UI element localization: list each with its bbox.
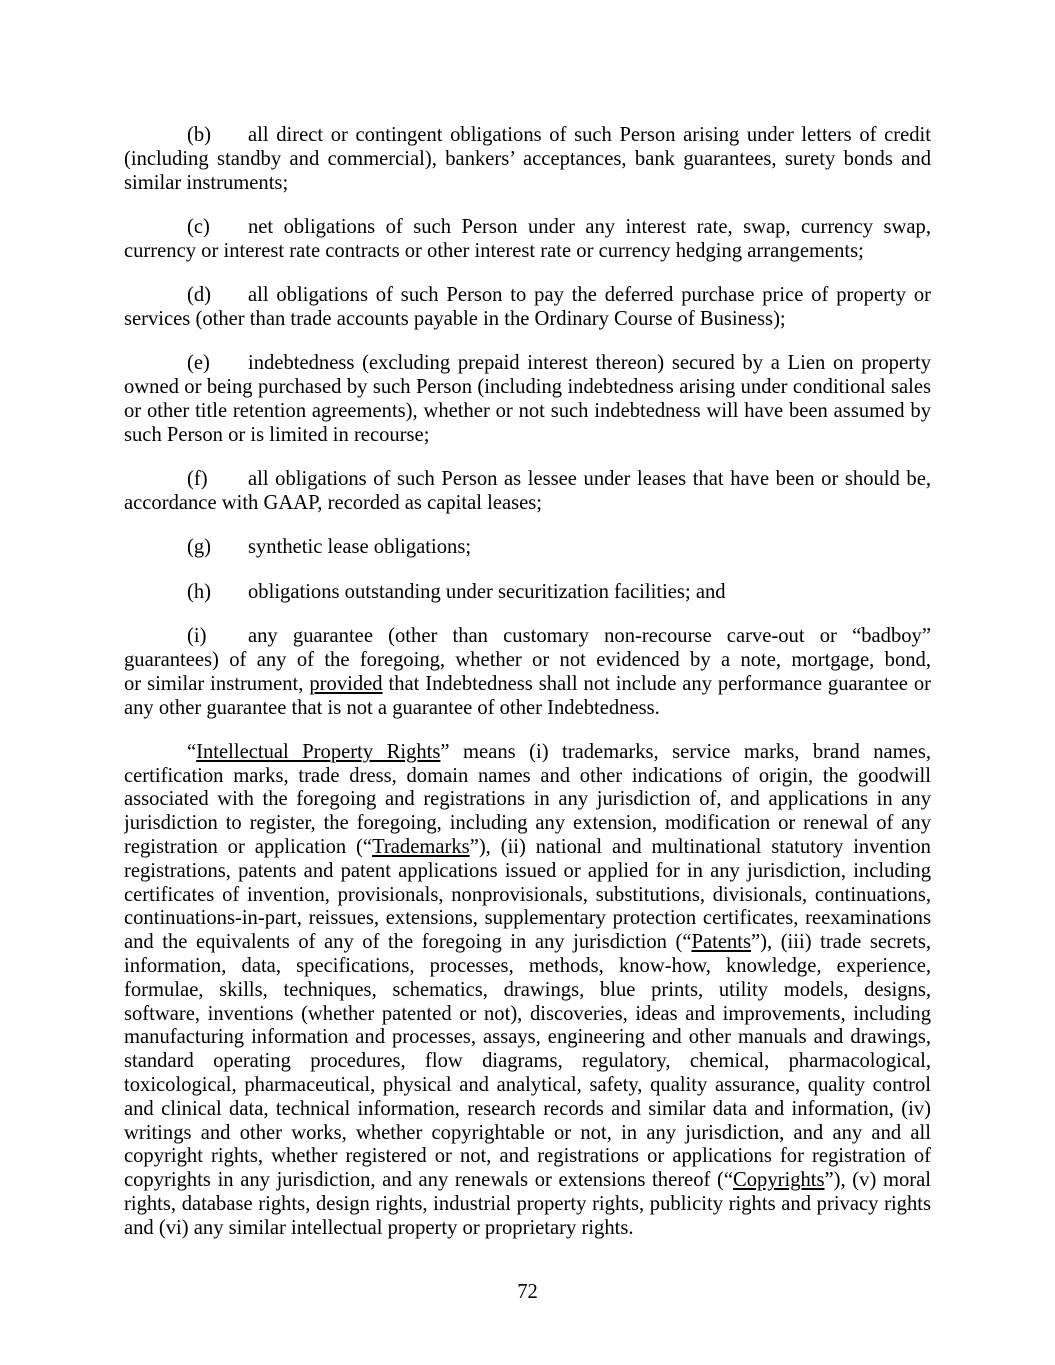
paragraph	[124, 352, 931, 447]
line-text: and the equivalents of any of the foregoing in any jurisdiction (“	[124, 931, 692, 954]
line-text: ”), (v) moral	[824, 1169, 931, 1192]
defined-term: provided	[309, 672, 383, 695]
text-line	[124, 424, 931, 448]
text-line	[124, 1145, 931, 1169]
line-text: copyrights in any jurisdiction, and any renewals or extensions thereof (“	[124, 1169, 733, 1192]
text-line	[124, 836, 931, 860]
line-text: that Indebtedness shall not include any performance guarantee or	[382, 672, 931, 695]
text-line	[124, 979, 931, 1003]
paragraph	[124, 581, 931, 605]
line-text: or other title retention agreements), whether or not such indebtedness will have been assumed by	[124, 399, 931, 422]
line-text: owned or being purchased by such Person (including indebtedness arising under conditional sales	[124, 376, 931, 399]
defined-term: Patents	[691, 931, 751, 954]
line-text: toxicological, pharmaceutical, physical and analytical, safety, quality assurance, quality control	[124, 1074, 931, 1097]
line-text: ”), (ii) national and multinational statutory invention	[469, 836, 931, 859]
paragraph	[124, 284, 931, 332]
text-line	[124, 765, 931, 789]
paragraph-first-line	[124, 468, 931, 492]
paragraph	[124, 741, 931, 1241]
line-content	[248, 625, 931, 649]
text-line	[124, 1217, 931, 1241]
enumeration-label: (b)	[187, 124, 212, 146]
paragraph-first-line	[124, 625, 931, 649]
line-text: continuations-in-part, reissues, extensions, supplementary protection certificates, reexaminations	[124, 907, 931, 930]
text-line	[124, 884, 931, 908]
line-text: and clinical data, technical information, research records and similar data and information, (iv)	[124, 1097, 931, 1120]
text-line	[124, 148, 931, 172]
line-text: such Person or is limited in recourse;	[124, 423, 430, 446]
text-line	[124, 492, 931, 516]
line-text: standard operating procedures, flow diagrams, regulatory, chemical, pharmacological,	[124, 1050, 931, 1073]
enumeration-label: (h)	[187, 580, 212, 603]
line-text: ”), (iii) trade secrets,	[751, 931, 931, 954]
paragraph-first-line	[124, 216, 931, 240]
text-line	[124, 400, 931, 424]
paragraph	[124, 536, 931, 560]
line-text: formulae, skills, techniques, schematics, drawings, blue prints, utility models, designs,	[124, 978, 931, 1001]
paragraph	[124, 216, 931, 264]
text-line	[124, 673, 931, 697]
enumeration-label: (d)	[187, 284, 212, 307]
enumeration-label: (g)	[187, 536, 212, 559]
paragraph-first-line	[124, 352, 931, 376]
text-line	[124, 812, 931, 836]
text-line	[124, 1098, 931, 1122]
text-line	[124, 649, 931, 673]
defined-term: Trademarks	[372, 836, 470, 859]
text-line	[124, 376, 931, 400]
paragraph-first-line	[124, 581, 931, 605]
page-number: 72	[517, 1281, 538, 1303]
line-text: certificates of invention, provisionals, nonprovisionals, substitutions, divisionals, continuations,	[124, 883, 931, 906]
enumeration-label: (c)	[187, 215, 210, 238]
line-text: similar instruments;	[124, 171, 289, 194]
document-body	[124, 124, 931, 1261]
line-content	[248, 581, 931, 605]
line-text: associated with the foregoing and registrations in any jurisdiction of, and applications in any	[124, 788, 931, 811]
line-text: synthetic lease obligations;	[248, 536, 472, 559]
text-line	[124, 697, 931, 721]
line-content	[248, 284, 931, 308]
line-content	[248, 468, 931, 492]
line-content	[248, 352, 931, 376]
line-text: all obligations of such Person to pay the deferred purchase price of property or	[248, 284, 931, 307]
line-text: software, inventions (whether patented or not), discoveries, ideas and improvements, including	[124, 1002, 931, 1025]
line-text: services (other than trade accounts payable in the Ordinary Course of Business);	[124, 307, 786, 330]
line-text: registration or application (“	[124, 836, 373, 859]
line-content	[248, 124, 931, 148]
line-text: or similar instrument,	[124, 672, 310, 695]
text-line	[124, 931, 931, 955]
line-text: information, data, specifications, processes, methods, know-how, knowledge, experience,	[124, 955, 931, 978]
defined-term: Copyrights	[732, 1169, 825, 1192]
enumeration-label: (i)	[187, 625, 207, 648]
enumeration-label: (f)	[187, 468, 208, 491]
text-line	[124, 172, 931, 196]
line-text: manufacturing information and processes, assays, engineering and other manuals and drawings,	[124, 1026, 931, 1049]
line-text: writings and other works, whether copyrightable or not, in any jurisdiction, and any and all	[124, 1121, 931, 1144]
text-line	[124, 741, 931, 765]
text-line	[124, 955, 931, 979]
text-line	[124, 1050, 931, 1074]
line-text: ” means (i) trademarks, service marks, brand names,	[440, 740, 931, 763]
line-text: certification marks, trade dress, domain names and other indications of origin, the goodwill	[124, 764, 931, 787]
text-line	[124, 1169, 931, 1193]
line-text: jurisdiction to register, the foregoing, including any extension, modification or renewal of any	[124, 812, 931, 835]
text-line	[124, 1003, 931, 1027]
text-line	[124, 860, 931, 884]
line-text: all obligations of such Person as lessee under leases that have been or should be,	[248, 468, 931, 491]
line-text: guarantees) of any of the foregoing, whether or not evidenced by a note, mortgage, bond,	[124, 648, 931, 671]
text-line	[124, 308, 931, 332]
defined-term: Intellectual Property Rights	[196, 740, 441, 763]
line-text: indebtedness (excluding prepaid interest thereon) secured by a Lien on property	[248, 352, 931, 375]
text-line	[124, 907, 931, 931]
line-text: rights, database rights, design rights, industrial property rights, publicity rights and privacy rights	[124, 1193, 931, 1216]
text-line	[124, 1122, 931, 1146]
paragraph-first-line	[124, 536, 931, 560]
text-line	[124, 788, 931, 812]
line-text: and (vi) any similar intellectual property or proprietary rights.	[124, 1216, 634, 1239]
text-line	[124, 1026, 931, 1050]
text-line	[124, 1074, 931, 1098]
line-text: obligations outstanding under securitization facilities; and	[248, 580, 726, 603]
line-text: (including standby and commercial), bankers’ acceptances, bank guarantees, surety bonds and	[124, 147, 931, 170]
line-text: net obligations of such Person under any interest rate, swap, currency swap,	[248, 215, 931, 238]
paragraph-first-line	[124, 284, 931, 308]
text-line	[124, 240, 931, 264]
paragraph	[124, 468, 931, 516]
line-text: “	[187, 740, 197, 763]
line-text: any guarantee (other than customary non-recourse carve-out or “badboy”	[248, 625, 931, 648]
enumeration-label: (e)	[187, 352, 210, 375]
line-content	[248, 536, 931, 560]
paragraph-first-line	[124, 124, 931, 148]
line-text: currency or interest rate contracts or other interest rate or currency hedging arrangements;	[124, 239, 864, 262]
line-text: all direct or contingent obligations of such Person arising under letters of credit	[248, 124, 931, 146]
line-text: registrations, patents and patent applications issued or applied for in any jurisdiction, including	[124, 859, 931, 882]
line-text: accordance with GAAP, recorded as capital leases;	[124, 491, 542, 514]
paragraph	[124, 625, 931, 720]
line-text: copyright rights, whether registered or not, and registrations or applications for registration of	[124, 1145, 931, 1168]
line-text: any other guarantee that is not a guarantee of other Indebtedness.	[124, 696, 660, 719]
paragraph	[124, 124, 931, 195]
text-line	[124, 1193, 931, 1217]
line-content	[248, 216, 931, 240]
